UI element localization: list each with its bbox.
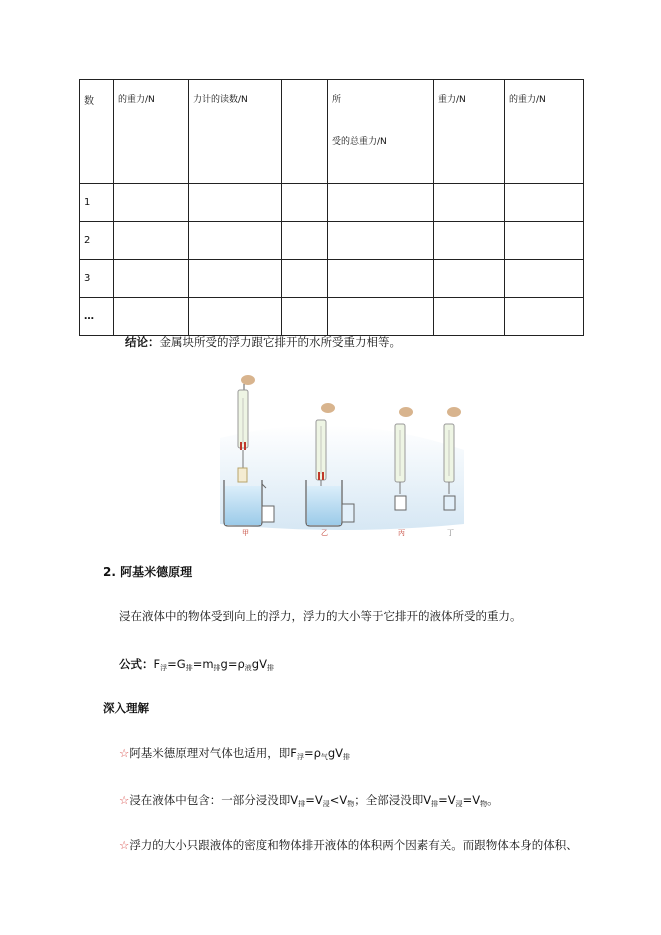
row-number: 3	[80, 260, 114, 298]
table-row	[80, 260, 584, 298]
figure-label-a: 甲	[242, 529, 249, 537]
deep-understanding-title: 深入理解	[103, 701, 149, 715]
experiment-table	[79, 79, 584, 336]
table-row	[80, 222, 584, 260]
conclusion-text: 结论：金属块所受的浮力跟它排开的水所受重力相等。	[125, 335, 401, 349]
star-icon: ☆	[119, 838, 130, 852]
row-number: 2	[80, 222, 114, 260]
figure-label-b: 乙	[321, 529, 328, 537]
figure-label-d: 丁	[447, 529, 454, 537]
figure-label-c: 丙	[398, 529, 405, 537]
table-row	[80, 298, 584, 336]
star-icon: ☆	[119, 793, 130, 807]
table-row	[80, 184, 584, 222]
header-cell-object-weight: 的重力/N	[114, 80, 189, 184]
header-cell-buoyancy	[282, 80, 328, 184]
deep-item-gas: ☆阿基米德原理对气体也适用，即$F_浮=\rho_气gV_排$	[119, 746, 351, 761]
header-cell-scale-reading: 力计的读数/N	[189, 80, 282, 184]
header-cell-displaced-weight: 的重力/N	[505, 80, 584, 184]
header-cell-total-weight: 所 受的总重力/N	[328, 80, 434, 184]
row-number: 1	[80, 184, 114, 222]
row-number: …	[80, 298, 114, 336]
header-cell-cup-weight: 重力/N	[434, 80, 505, 184]
star-icon: ☆	[119, 746, 130, 760]
header-cell-count: 数	[80, 80, 114, 184]
table-header-row	[80, 80, 584, 184]
formula-line: 公式：$F_浮=G_排=m_排g=\rho_液gV_排$	[119, 657, 274, 672]
deep-item-factors: ☆浮力的大小只跟液体的密度和物体排开液体的体积两个因素有关。而跟物体本身的体积、	[119, 838, 578, 852]
experiment-illustration	[220, 368, 464, 540]
deep-item-immersion: ☆浸在液体中包含：一部分浸没即$V_排=V_浸<V_物$；全部浸没即$V_排=V_浸=V_物$。	[119, 793, 499, 808]
section-title-archimedes: 2. 阿基米德原理	[103, 565, 193, 579]
archimedes-statement: 浸在液体中的物体受到向上的浮力，浮力的大小等于它排开的液体所受的重力。	[119, 609, 522, 623]
